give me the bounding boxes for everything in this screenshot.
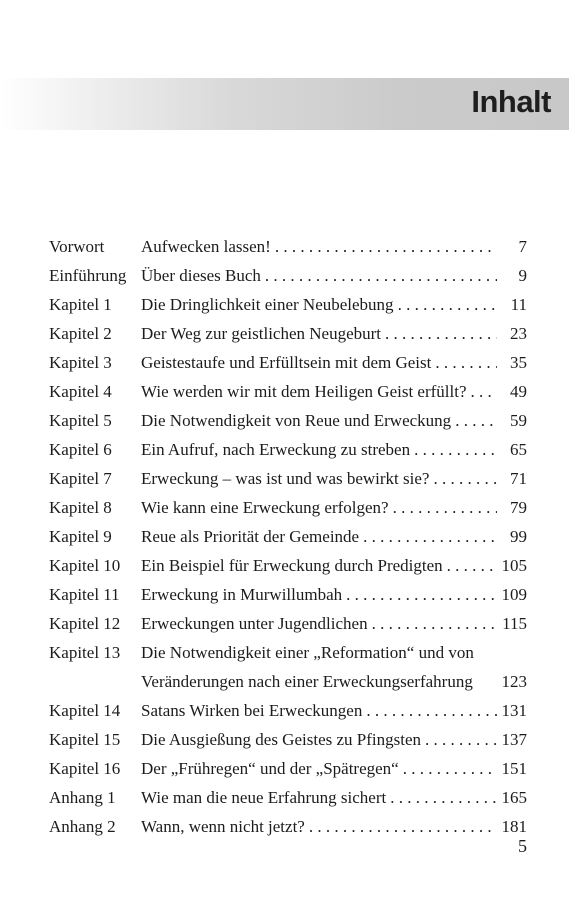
toc-entry-title: Wie werden wir mit dem Heiligen Geist erfüllt? — [141, 382, 467, 401]
toc-entry-title: Wie kann eine Erweckung erfolgen? — [141, 498, 389, 517]
toc-entry-page: 65 — [510, 440, 527, 459]
page-number: 5 — [518, 836, 527, 856]
toc-entry-page: 123 — [501, 672, 527, 691]
toc-entry-label: Kapitel 4 — [49, 382, 112, 401]
toc-entry-title: Erweckung in Murwillumbah — [141, 585, 343, 604]
dot-leader — [429, 464, 497, 493]
toc-entry-title: Aufwecken lassen! — [141, 237, 271, 256]
toc-entry-label: Kapitel 12 — [49, 614, 121, 633]
toc-entry-page: 165 — [501, 788, 527, 807]
toc-entry-title: Reue als Priorität der Gemeinde — [141, 527, 360, 546]
toc-entry — [0, 638, 569, 696]
dot-leader — [443, 551, 497, 580]
header-band — [0, 78, 569, 130]
toc-entry-page: 99 — [510, 527, 527, 546]
toc-entry-title: Wie man die neue Erfahrung sichert — [141, 788, 387, 807]
toc-entry-title: Wann, wenn nicht jetzt? — [141, 817, 305, 836]
dot-leader — [451, 406, 497, 435]
toc-entry-label: Kapitel 10 — [49, 556, 121, 575]
toc-entry-page: 151 — [501, 759, 527, 778]
dot-leader — [271, 232, 497, 261]
toc-entry-label: Kapitel 7 — [49, 469, 112, 488]
dot-leader — [389, 493, 497, 522]
toc-entry-label: Anhang 2 — [49, 817, 116, 836]
toc-entry-title: Erweckungen unter Jugendlichen — [141, 614, 368, 633]
toc-entry-label: Kapitel 16 — [49, 759, 121, 778]
toc-entry-label: Einführung — [49, 266, 127, 285]
dot-leader — [342, 580, 497, 609]
toc-entry-label: Kapitel 8 — [49, 498, 112, 517]
dot-leader — [431, 348, 497, 377]
toc-entry-page: 109 — [501, 585, 527, 604]
toc-entry-page: 9 — [518, 266, 527, 285]
dot-leader — [386, 783, 497, 812]
toc-entry-page: 115 — [502, 614, 527, 633]
toc-entry-label: Kapitel 13 — [49, 643, 121, 662]
toc-entry-title: Die Ausgießung des Geistes zu Pfingsten — [141, 730, 421, 749]
toc-entry-page: 49 — [510, 382, 527, 401]
toc-entry-page: 11 — [510, 295, 527, 314]
toc-entry-label: Kapitel 3 — [49, 353, 112, 372]
toc-entry-title: Geistestaufe und Erfülltsein mit dem Geist — [141, 353, 432, 372]
toc-entry-title: Über dieses Buch — [141, 266, 261, 285]
toc-entry-title: Ein Aufruf, nach Erweckung zu streben — [141, 440, 411, 459]
toc-entry-title: Die Dringlichkeit einer Neubelebung — [141, 295, 394, 314]
toc-entry-page: 35 — [510, 353, 527, 372]
dot-leader — [305, 812, 497, 841]
toc-entry-page: 59 — [510, 411, 527, 430]
toc-entry-title: Erweckung – was ist und was bewirkt sie? — [141, 469, 430, 488]
toc-entry-label: Kapitel 9 — [49, 527, 112, 546]
toc-entry-page: 181 — [501, 817, 527, 836]
page-title: Inhalt — [471, 84, 551, 119]
toc-entry-label: Kapitel 2 — [49, 324, 112, 343]
dot-leader — [362, 696, 497, 725]
toc-entry-label: Kapitel 5 — [49, 411, 112, 430]
dot-leader — [359, 522, 497, 551]
toc-entry-label: Vorwort — [49, 237, 105, 256]
toc-entry-label: Kapitel 1 — [49, 295, 112, 314]
toc-entry-page: 137 — [501, 730, 527, 749]
toc-entry-page: 105 — [501, 556, 527, 575]
toc-entry-title: Der Weg zur geistlichen Neugeburt — [141, 324, 382, 343]
toc-entry-page: 131 — [501, 701, 527, 720]
toc-entry-page: 79 — [510, 498, 527, 517]
toc-entry-page: 7 — [518, 237, 527, 256]
toc-entry-title: Ein Beispiel für Erweckung durch Predigten — [141, 556, 443, 575]
toc-entry-label: Kapitel 6 — [49, 440, 112, 459]
dot-leader — [421, 725, 497, 754]
toc-entry-label: Anhang 1 — [49, 788, 116, 807]
dot-leader — [399, 754, 497, 783]
toc-entry-label: Kapitel 15 — [49, 730, 121, 749]
toc-entry-title: Der „Frühregen“ und der „Spätregen“ — [141, 759, 399, 778]
toc-entry-title-line2: Veränderungen nach einer Erweckungserfahrung — [141, 672, 473, 691]
toc-entry-page: 71 — [510, 469, 527, 488]
toc-entry-title: Die Notwendigkeit von Reue und Erweckung — [141, 411, 452, 430]
toc-entry-page: 23 — [510, 324, 527, 343]
dot-leader — [368, 609, 497, 638]
dot-leader — [410, 435, 497, 464]
dot-leader — [261, 261, 497, 290]
dot-leader — [467, 377, 497, 406]
toc-entry-label: Kapitel 11 — [49, 585, 120, 604]
toc-entry-title: Satans Wirken bei Erweckungen — [141, 701, 363, 720]
toc-entry-title-line1: Die Notwendigkeit einer „Reformation“ und von — [141, 643, 474, 662]
toc-entry-label: Kapitel 14 — [49, 701, 121, 720]
dot-leader — [394, 290, 497, 319]
dot-leader — [381, 319, 497, 348]
